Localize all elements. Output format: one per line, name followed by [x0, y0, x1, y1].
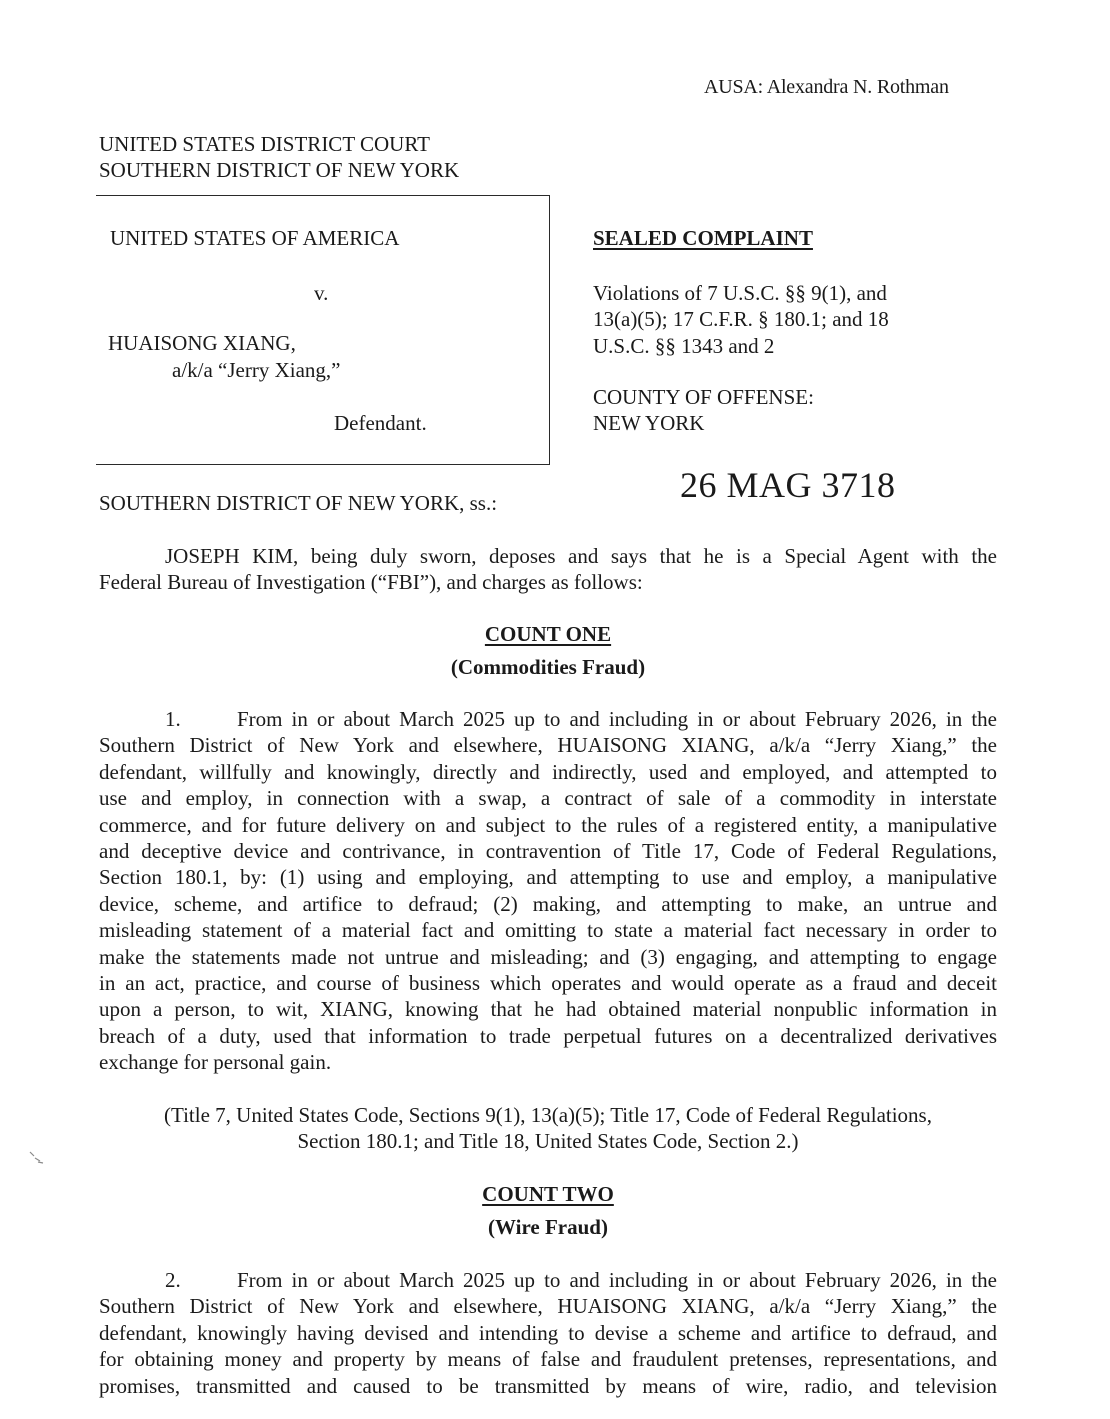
county-of-offense: [593, 384, 814, 437]
count-one-citation: [99, 1102, 997, 1155]
court-name: [99, 131, 459, 184]
paragraph-number: 1.: [165, 707, 181, 731]
paragraph-first-line: [99, 706, 997, 732]
paragraph-line: make the statements made not untrue and misleading; and (3) engaging, and attempting to engage: [99, 944, 997, 969]
paragraph-line: misleading statement of a material fact and omitting to state a material fact necessary in order to: [99, 918, 997, 943]
paragraph-line: defendant, willfully and knowingly, directly and indirectly, used and employed, and attempted to: [99, 759, 997, 784]
ausa-header: AUSA: Alexandra N. Rothman: [704, 76, 949, 98]
complaint-title: SEALED COMPLAINT: [593, 226, 813, 250]
defendant-name: HUAISONG XIANG,: [108, 331, 296, 355]
count-two-paragraph: [99, 1267, 997, 1399]
citation-line: Section 180.1; and Title 18, United States Code, Section 2.): [297, 1129, 799, 1154]
violations-line: 13(a)(5); 17 C.F.R. § 180.1; and 18: [593, 307, 889, 332]
paragraph-number: 2.: [165, 1268, 181, 1292]
paragraph-line: defendant, knowingly having devised and intending to devise a scheme and artifice to defraud, and: [99, 1320, 997, 1345]
county-value: NEW YORK: [593, 411, 705, 436]
paragraph-line: exchange for personal gain.: [99, 1050, 332, 1075]
versus-label: v.: [314, 281, 329, 305]
paragraph-line: in an act, practice, and course of business which operates and would operate as a fraud and deceit: [99, 971, 997, 996]
defendant-alias: a/k/a “Jerry Xiang,”: [172, 358, 341, 382]
paragraph-line: promises, transmitted and caused to be transmitted by means of wire, radio, and television: [99, 1373, 997, 1398]
count-two-title: COUNT TWO: [482, 1182, 614, 1206]
court-name-line: UNITED STATES DISTRICT COURT: [99, 132, 430, 156]
plaintiff-name: UNITED STATES OF AMERICA: [110, 226, 400, 250]
paragraph-line: commerce, and for future delivery on and subject to the rules of a registered entity, a manipulative: [99, 812, 997, 837]
paragraph-line: From in or about March 2025 up to and including in or about February 2026, in the: [237, 707, 997, 731]
paragraph-line: Section 180.1, by: (1) using and employing, and attempting to use and employ, a manipulative: [99, 865, 997, 890]
paragraph-line: breach of a duty, used that information to trade perpetual futures on a decentralized derivatives: [99, 1023, 997, 1048]
paragraph-line: device, scheme, and artifice to defraud; (2) making, and attempting to make, an untrue and: [99, 891, 997, 916]
violations-line: U.S.C. §§ 1343 and 2: [593, 333, 775, 358]
count-one-subtitle: (Commodities Fraud): [450, 655, 646, 679]
paragraph-line: use and employ, in connection with a swap, a contract of sale of a commodity in interstate: [99, 786, 997, 811]
venue-line: SOUTHERN DISTRICT OF NEW YORK, ss.:: [99, 491, 498, 515]
intro-line: JOSEPH KIM, being duly sworn, deposes and says that he is a Special Agent with the: [165, 544, 997, 568]
court-district-line: SOUTHERN DISTRICT OF NEW YORK: [99, 158, 460, 183]
paragraph-line: From in or about March 2025 up to and including in or about February 2026, in the: [237, 1268, 997, 1292]
paragraph-line: Southern District of New York and elsewhere, HUAISONG XIANG, a/k/a “Jerry Xiang,” the: [99, 1294, 997, 1319]
scan-artifact-mark: [28, 1148, 50, 1168]
count-one-title: COUNT ONE: [484, 622, 612, 646]
paragraph-line: upon a person, to wit, XIANG, knowing that he had obtained material nonpublic information in: [99, 997, 997, 1022]
intro-line: Federal Bureau of Investigation (“FBI”), and charges as follows:: [99, 570, 643, 595]
violations-list: [593, 280, 889, 359]
violations-line: Violations of 7 U.S.C. §§ 9(1), and: [593, 281, 887, 305]
defendant-label: Defendant.: [334, 411, 427, 435]
citation-line: (Title 7, United States Code, Sections 9(1), 13(a)(5); Title 17, Code of Federal Regulations,: [164, 1103, 932, 1127]
count-one-paragraph: [99, 706, 997, 1076]
paragraph-first-line: [99, 1267, 997, 1293]
paragraph-line: for obtaining money and property by means of false and fraudulent pretenses, representations, and: [99, 1347, 997, 1372]
paragraph-line: Southern District of New York and elsewhere, HUAISONG XIANG, a/k/a “Jerry Xiang,” the: [99, 733, 997, 758]
intro-paragraph: [99, 543, 997, 596]
count-two-subtitle: (Wire Fraud): [488, 1215, 608, 1239]
paragraph-line: and deceptive device and contrivance, in contravention of Title 17, Code of Federal Regulations,: [99, 839, 997, 864]
county-label: COUNTY OF OFFENSE:: [593, 385, 814, 409]
docket-number: 26 MAG 3718: [680, 465, 896, 505]
